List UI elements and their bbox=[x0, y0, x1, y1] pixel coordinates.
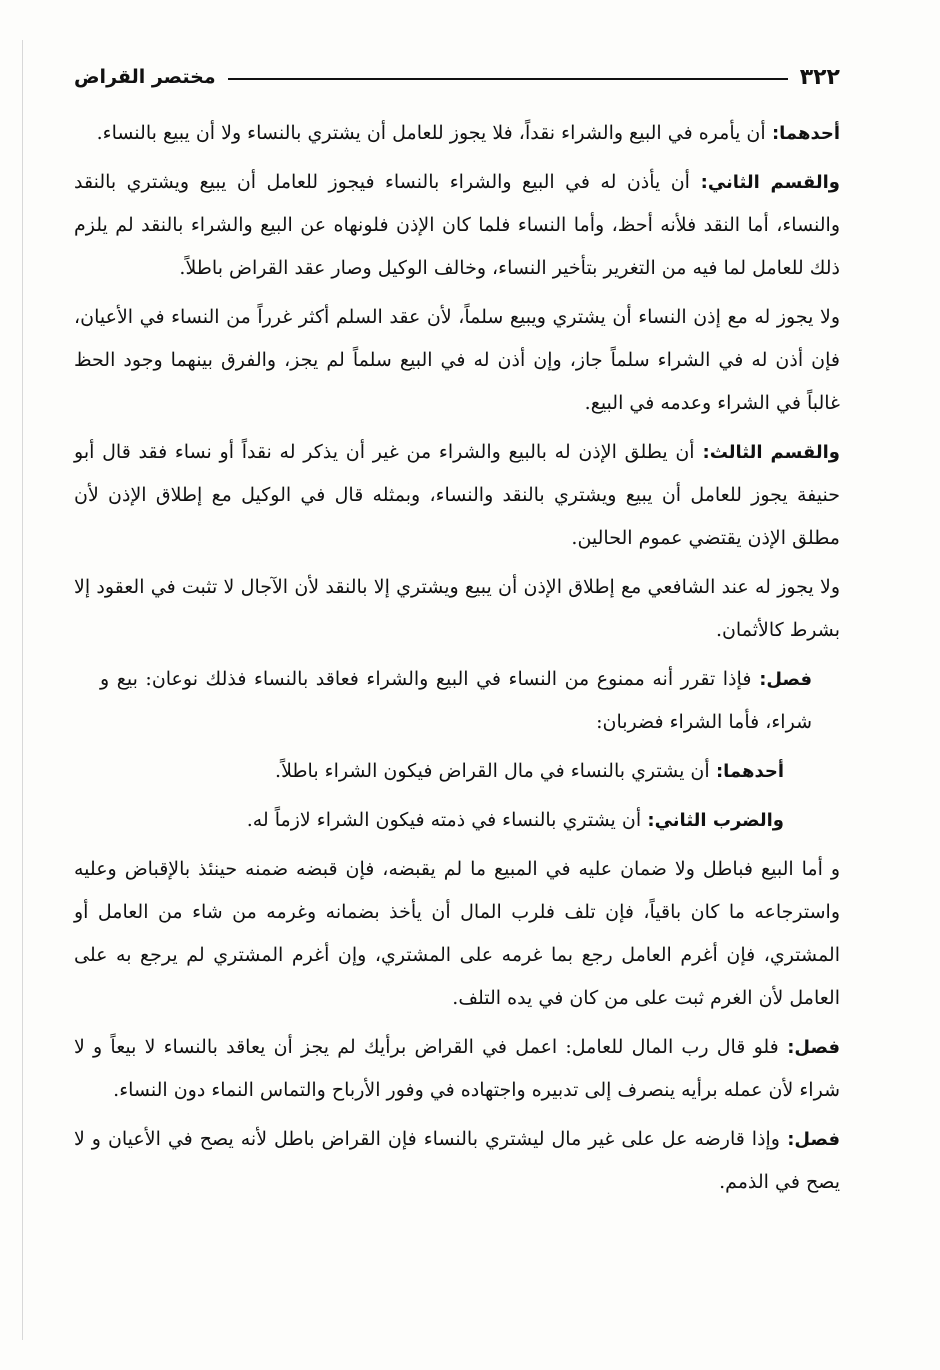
paragraph bbox=[74, 161, 840, 290]
page-header bbox=[74, 62, 840, 92]
paragraph-text: ولا يجوز له عند الشافعي مع إطلاق الإذن أن يبيع ويشتري إلا بالنقد لأن الآجال لا تثبت في العقود إلا بشرط كالأثمان. bbox=[74, 576, 840, 641]
page-number: ٣٢٢ bbox=[799, 64, 840, 90]
sub-paragraph bbox=[74, 750, 784, 793]
paragraph-text: أن يشتري بالنساء في ذمته فيكون الشراء لازماً له. bbox=[246, 809, 642, 831]
paragraph-lead: والضرب الثاني: bbox=[647, 810, 784, 831]
paragraph-text: أن يطلق الإذن له بالبيع والشراء من غير أن يذكر له نقداً أو نساء فقد قال أبو حنيفة يجوز للعامل أن يبيع ويشتري بالنقد والنساء، وبمثله قال في الوكيل مع إطلاق الإذن لأن مطلق الإذن يقتضي عموم الحالين. bbox=[74, 441, 840, 549]
paragraph bbox=[74, 296, 840, 425]
sub-paragraph bbox=[74, 799, 784, 842]
paragraph-text: فإذا تقرر أنه ممنوع من النساء في البيع والشراء فعاقد بالنساء فذلك نوعان: بيع و شراء، فأما الشراء فضربان: bbox=[100, 668, 812, 733]
paragraph-lead: أحدهما: bbox=[715, 761, 784, 782]
paragraph-text: و أما البيع فباطل ولا ضمان عليه في المبيع ما لم يقبضه، فإن قبضه ضمنه حينئذ بالإقباض وعليه واسترجاعه ما كان باقياً، فإن تلف فلرب المال أن يأخذ بضمانه وغرمه من شاء من العامل أو المشتري، فإن أغرم العامل رجع بما غرمه على المشتري، وإن أغرم المشتري لم يرجع به على العامل لأن الغرم ثبت على من كان في يده التلف. bbox=[74, 858, 840, 1009]
paragraph-text: ولا يجوز له مع إذن النساء أن يشتري ويبيع سلماً، لأن عقد السلم أكثر غرراً من النساء في الأعيان، فإن أذن له في الشراء سلماً جاز، وإن أذن له في البيع سلماً لم يجز، والفرق بينهما وجود الحظ غالباً في الشراء وعدمه في البيع. bbox=[74, 306, 840, 414]
paragraph bbox=[74, 848, 840, 1020]
paragraph bbox=[74, 566, 840, 652]
page-body bbox=[74, 112, 840, 1210]
paragraph-lead: والقسم الثاني: bbox=[700, 172, 840, 193]
paragraph-text: أن يأمره في البيع والشراء نقداً، فلا يجوز للعامل أن يشتري بالنساء ولا أن يبيع بالنساء. bbox=[96, 122, 766, 144]
section-lead: فصل: bbox=[787, 1037, 840, 1058]
paragraph-text: أن يأذن له في البيع والشراء بالنساء فيجوز للعامل أن يبيع ويشتري بالنقد والنساء، أما النقد فلأنه أحظ، وأما النساء فلما كان الإذن فلونهاه عن البيع والشراء بالنقد لم يلزم ذلك للعامل لما فيه من التغرير بتأخير النساء، وخالف الوكيل وصار عقد القراض باطلاً. bbox=[74, 171, 840, 279]
running-title: مختصر القراض bbox=[74, 66, 216, 88]
paragraph-text: أن يشتري بالنساء في مال القراض فيكون الشراء باطلاً. bbox=[275, 760, 710, 782]
section-paragraph bbox=[74, 1026, 840, 1112]
header-rule bbox=[228, 78, 788, 80]
section-paragraph bbox=[74, 1118, 840, 1204]
paragraph-text: وإذا قارضه عل على غير مال ليشتري بالنساء فإن القراض باطل لأنه يصح في الأعيان و لا يصح في الذمم. bbox=[74, 1128, 840, 1193]
paragraph bbox=[74, 431, 840, 560]
section-lead: فصل: bbox=[787, 1129, 840, 1150]
page-edge-line bbox=[22, 40, 23, 1340]
paragraph-text: فلو قال رب المال للعامل: اعمل في القراض برأيك لم يجز أن يعاقد بالنساء لا بيعاً و لا شراء لأن عمله برأيه ينصرف إلى تدبيره واجتهاده في وفور الأرباح والتماس النماء دون النساء. bbox=[74, 1036, 840, 1101]
paragraph-lead: أحدهما: bbox=[771, 123, 840, 144]
section-paragraph bbox=[100, 658, 812, 744]
section-lead: فصل: bbox=[759, 669, 812, 690]
paragraph bbox=[74, 112, 840, 155]
paragraph-lead: والقسم الثالث: bbox=[702, 442, 840, 463]
